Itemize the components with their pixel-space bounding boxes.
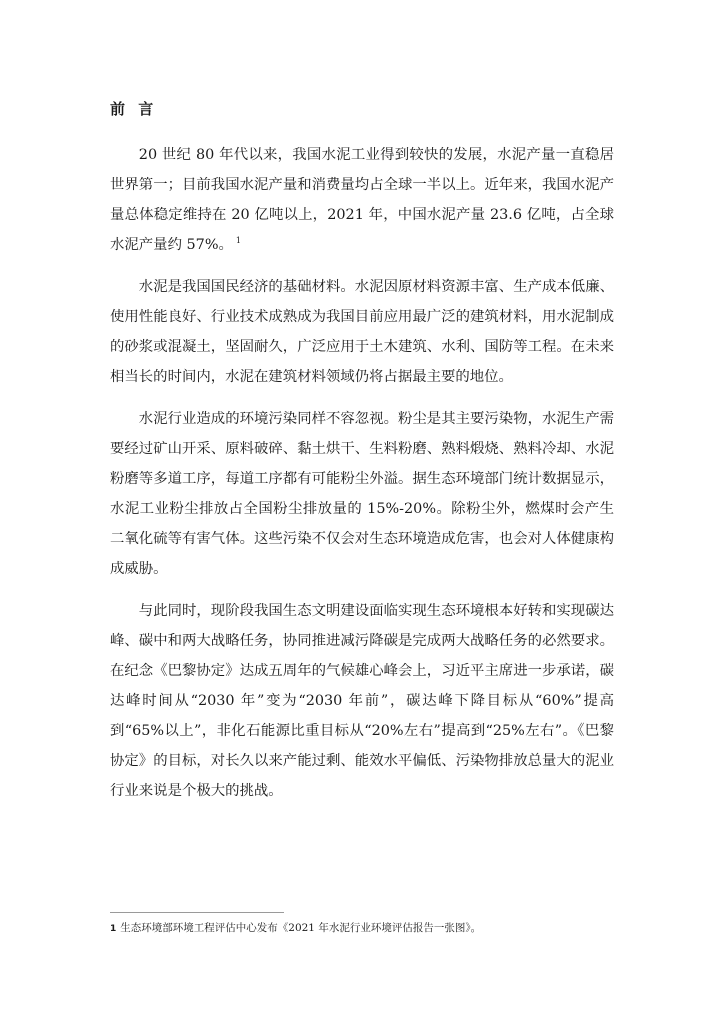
footnote-text: 生态环境部环境工程评估中心发布《2021 年水泥行业环境评估报告一张图》。 (120, 922, 482, 934)
footnote-number: 1 (110, 924, 117, 934)
paragraph-1-text: 20 世纪 80 年代以来，我国水泥工业得到较快的发展，水泥产量一直稳居世界第一；目前我国水泥产量和消费量均占全球一半以上。近年来，我国水泥产量总体稳定维持在 20 亿吨以上，2021 年，中国水泥产量 23.6 亿吨，占全球水泥产量约 57%。 (110, 147, 614, 253)
page-title: 前 言 (110, 100, 158, 118)
paragraph-3: 水泥行业造成的环境污染同样不容忽视。粉尘是其主要污染物，水泥生产需要经过矿山开采、原料破碎、黏土烘干、生料粉磨、熟料煅烧、熟料冷却、水泥粉磨等多道工序，每道工序都有可能粉尘外溢。据生态环境部门统计数据显示，水泥工业粉尘排放占全国粉尘排放量的 15%-20%。除粉尘外，燃煤时会产生二氧化硫等有害气体。这些污染不仅会对生态环境造成危害，也会对人体健康构成威胁。 (110, 411, 614, 577)
footnote-divider (110, 912, 284, 913)
footnote (110, 921, 630, 936)
body-text (110, 140, 614, 818)
paragraph-1 (110, 140, 614, 260)
paragraph-4: 与此同时，现阶段我国生态文明建设面临实现生态环境根本好转和实现碳达峰、碳中和两大战略任务，协同推进减污降碳是完成两大战略任务的必然要求。在纪念《巴黎协定》达成五周年的气候雄心峰会上，习近平主席进一步承诺，碳达峰时间从“2030 年”变为“2030 年前”，碳达峰下降目标从“60%”提高到“65%以上”，非化石能源比重目标从“20%左右”提高到“25%左右”。《巴黎协定》的目标，对长久以来产能过剩、能效水平偏低、污染物排放总量大的泥业行业来说是个极大的挑战。 (110, 603, 614, 799)
paragraph-2: 水泥是我国国民经济的基础材料。水泥因原材料资源丰富、生产成本低廉、使用性能良好、行业技术成熟成为我国目前应用最广泛的建筑材料，用水泥制成的砂浆或混凝土，坚固耐久，广泛应用于土木建筑、水利、国防等工程。在未来相当长的时间内，水泥在建筑材料领域仍将占据最主要的地位。 (110, 279, 614, 385)
footnote-reference[interactable]: 1 (235, 236, 241, 246)
